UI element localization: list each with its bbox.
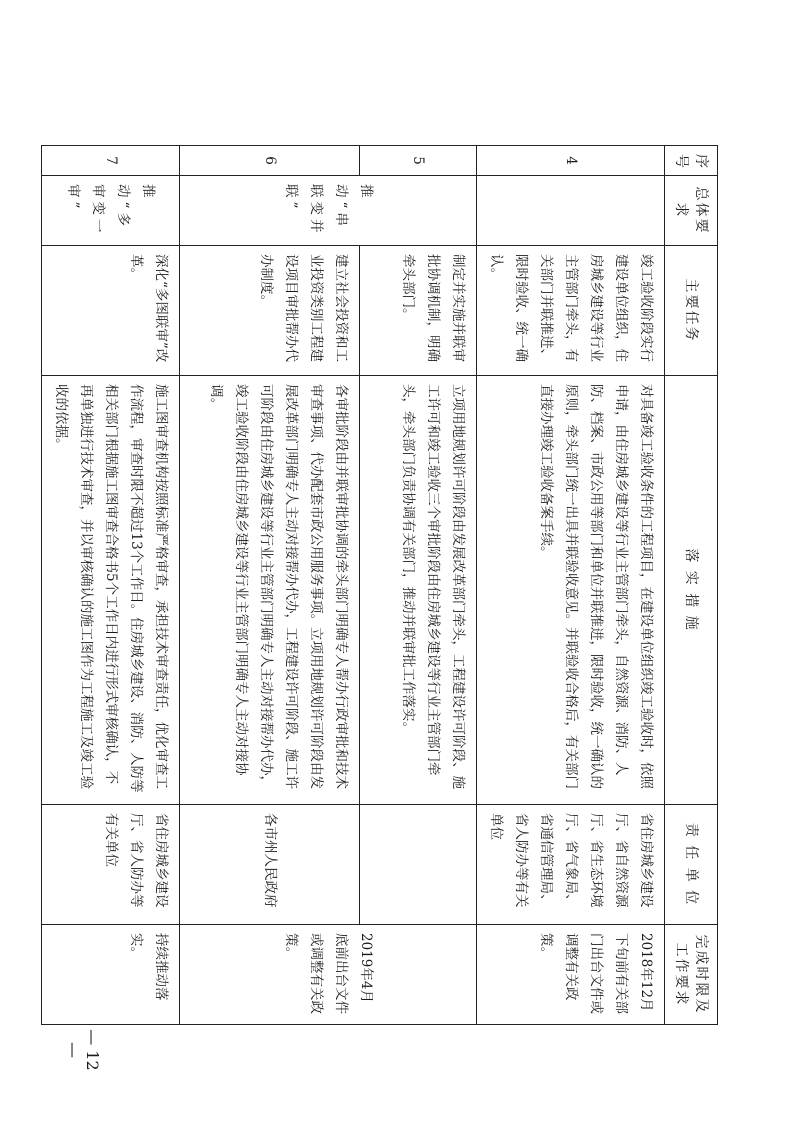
row-task: 建立社会投资和工业投资类别工程建设项目审批帮办代办制度。 <box>180 246 360 376</box>
row-measure: 立项用地规划许可阶段由发展改革部门牵头，工程建设许可阶段、施工许可和竣工验收三个审批阶段由住房城乡建设等行业主管部门牵头，牵头部门负责协调有关部门，推动并联审批工作落实。 <box>360 376 477 805</box>
header-deadline: 完成时限及工作要求 <box>665 925 718 1025</box>
header-seq: 序号 <box>665 146 718 176</box>
row-measure: 施工图审查机构按照标准严格审查，承担技术审查责任，优化审查工作流程，审查时限不超过13个工作日。住房城乡建设、消防、人防等相关部门根据施工图审查合格书5个工作日内进行形式审核确认，不再单独进行技术审查，并以审核确认的施工图作为工程施工及竣工验收的依据。 <box>42 376 180 805</box>
row-requirement: 推动“多审变一审” <box>42 176 180 246</box>
row-task: 深化“多图联审”改革。 <box>42 246 180 376</box>
row-seq: 4 <box>477 146 665 176</box>
row-measure: 各审批阶段由并联审批协调的牵头部门明确专人帮办行政审批和技术审查事项、代办配套市政公用服务事项。立项用地规划许可阶段由发展改革部门明确专人主动对接帮办代办，工程建设许可阶段、施工许可阶段由住房城乡建设等行业主管部门明确专人主动对接帮办代办，竣工验收阶段由住房城乡建设等行业主管部门明确专人主动对接协调。 <box>180 376 360 805</box>
row-responsible <box>360 805 477 925</box>
row-requirement: 推动“串联变并联” <box>180 176 477 246</box>
row-deadline: 2019年4月底前出台文件或调整有关政策。 <box>180 925 477 1025</box>
row-responsible: 省住房城乡建设厅、省人防办等有关单位 <box>42 805 180 925</box>
row-responsible: 各市州人民政府 <box>180 805 360 925</box>
row-task: 制定并实施并联审批协调机制，明确牵头部门。 <box>360 246 477 376</box>
header-measure: 落 实 措 施 <box>665 376 718 805</box>
row-measure: 对具备竣工验收条件的工程项目，在建设单位组织竣工验收时，依照申请，由住房城乡建设等行业主管部门牵头，自然资源、消防、人防、档案、市政公用等部门和单位并联推进，限时验收，统一确认的原则，牵头部门统一出具并联验收意见。并联验收合格后，有关部门直接办理竣工验收备案手续。 <box>477 376 665 805</box>
table-row <box>180 146 360 1025</box>
row-deadline: 持续推动落实。 <box>42 925 180 1025</box>
row-seq: 7 <box>42 146 180 176</box>
header-requirement: 总体要求 <box>665 176 718 246</box>
header-task: 主要任务 <box>665 246 718 376</box>
rotated-table-container <box>53 145 718 1025</box>
row-responsible: 省住房城乡建设厅、省自然资源厅、省生态环境厅、省气象局、省通信管理局、省人防办等有关单位 <box>477 805 665 925</box>
row-seq: 5 <box>360 146 477 176</box>
row-task: 竣工验收阶段实行建设单位组织，住房城乡建设等行业主管部门牵头，有关部门并联推进、限时验收、统一确认。 <box>477 246 665 376</box>
header-responsible: 责 任 单 位 <box>665 805 718 925</box>
task-table <box>41 145 718 1025</box>
row-requirement <box>477 176 665 246</box>
table-row <box>360 146 477 1025</box>
table-row <box>477 146 665 1025</box>
row-deadline: 2018年12月下旬前有关部门出台文件或调整有关政策。 <box>477 925 665 1025</box>
table-header-row <box>665 146 718 1025</box>
row-seq: 6 <box>180 146 360 176</box>
table-row <box>42 146 180 1025</box>
page-number: — 12 — <box>64 1029 102 1071</box>
